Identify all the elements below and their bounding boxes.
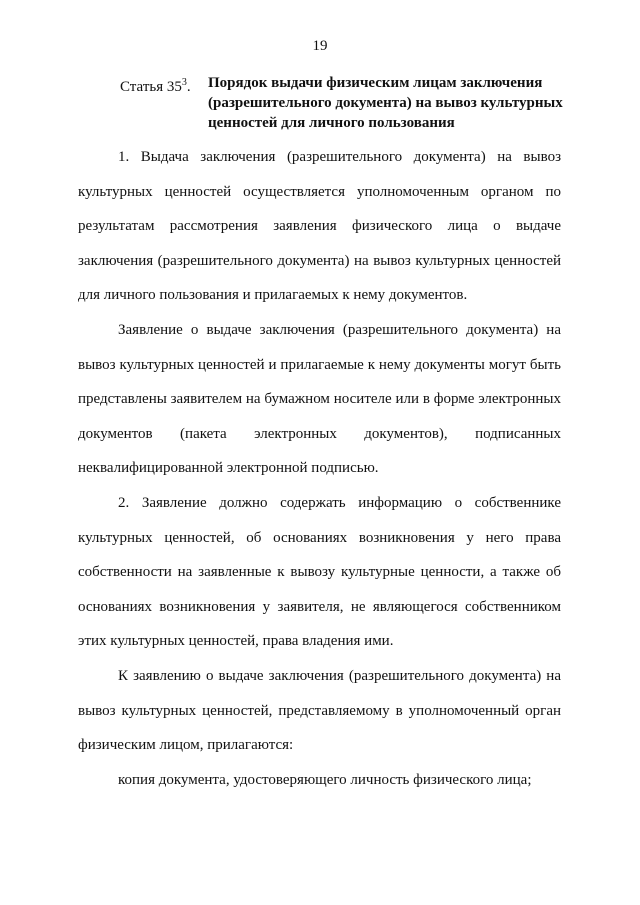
article-title: Порядок выдачи физическим лицам заключения (разрешительного документа) на вывоз культурных ценностей для личного пользования (208, 75, 563, 131)
paragraph-3: 2. Заявление должно содержать информацию о собственнике культурных ценностей, об основаниях возникновения у него права собственности на заявленные к вывозу культурные ценности, а также об основаниях возникновения у заявителя, не являющегося собственником этих культурных ценностей, права владения ими. (78, 494, 561, 650)
paragraph-2: Заявление о выдаче заключения (разрешительного документа) на вывоз культурных ценностей и прилагаемые к нему документы могут быть представлены заявителем на бумажном носителе или в форме электронных документов (пакета электронных документов), подписанных неквалифицированной электронной подписью. (78, 321, 561, 477)
list-item-document-copy: копия документа, удостоверяющего личность физического лица; (118, 771, 532, 788)
article-body (78, 140, 561, 797)
article-label-suffix: . (186, 79, 191, 95)
paragraph-1: 1. Выдача заключения (разрешительного документа) на вывоз культурных ценностей осуществляется уполномоченным органом по результатам рассмотрения заявления физического лица о выдаче заключения (разрешительного документа) на вывоз культурных ценностей для личного пользования и прилагаемых к нему документов. (78, 149, 561, 304)
article-label (120, 73, 191, 97)
page-number: 19 (312, 38, 328, 54)
article-label-text: Статья 35 (120, 79, 182, 95)
paragraph-4: К заявлению о выдаче заключения (разрешительного документа) на вывоз культурных ценностей, представляемому в уполномоченный орган физическим лицом, прилагаются: (78, 667, 561, 754)
article-label-superscript: 3 (181, 77, 187, 88)
